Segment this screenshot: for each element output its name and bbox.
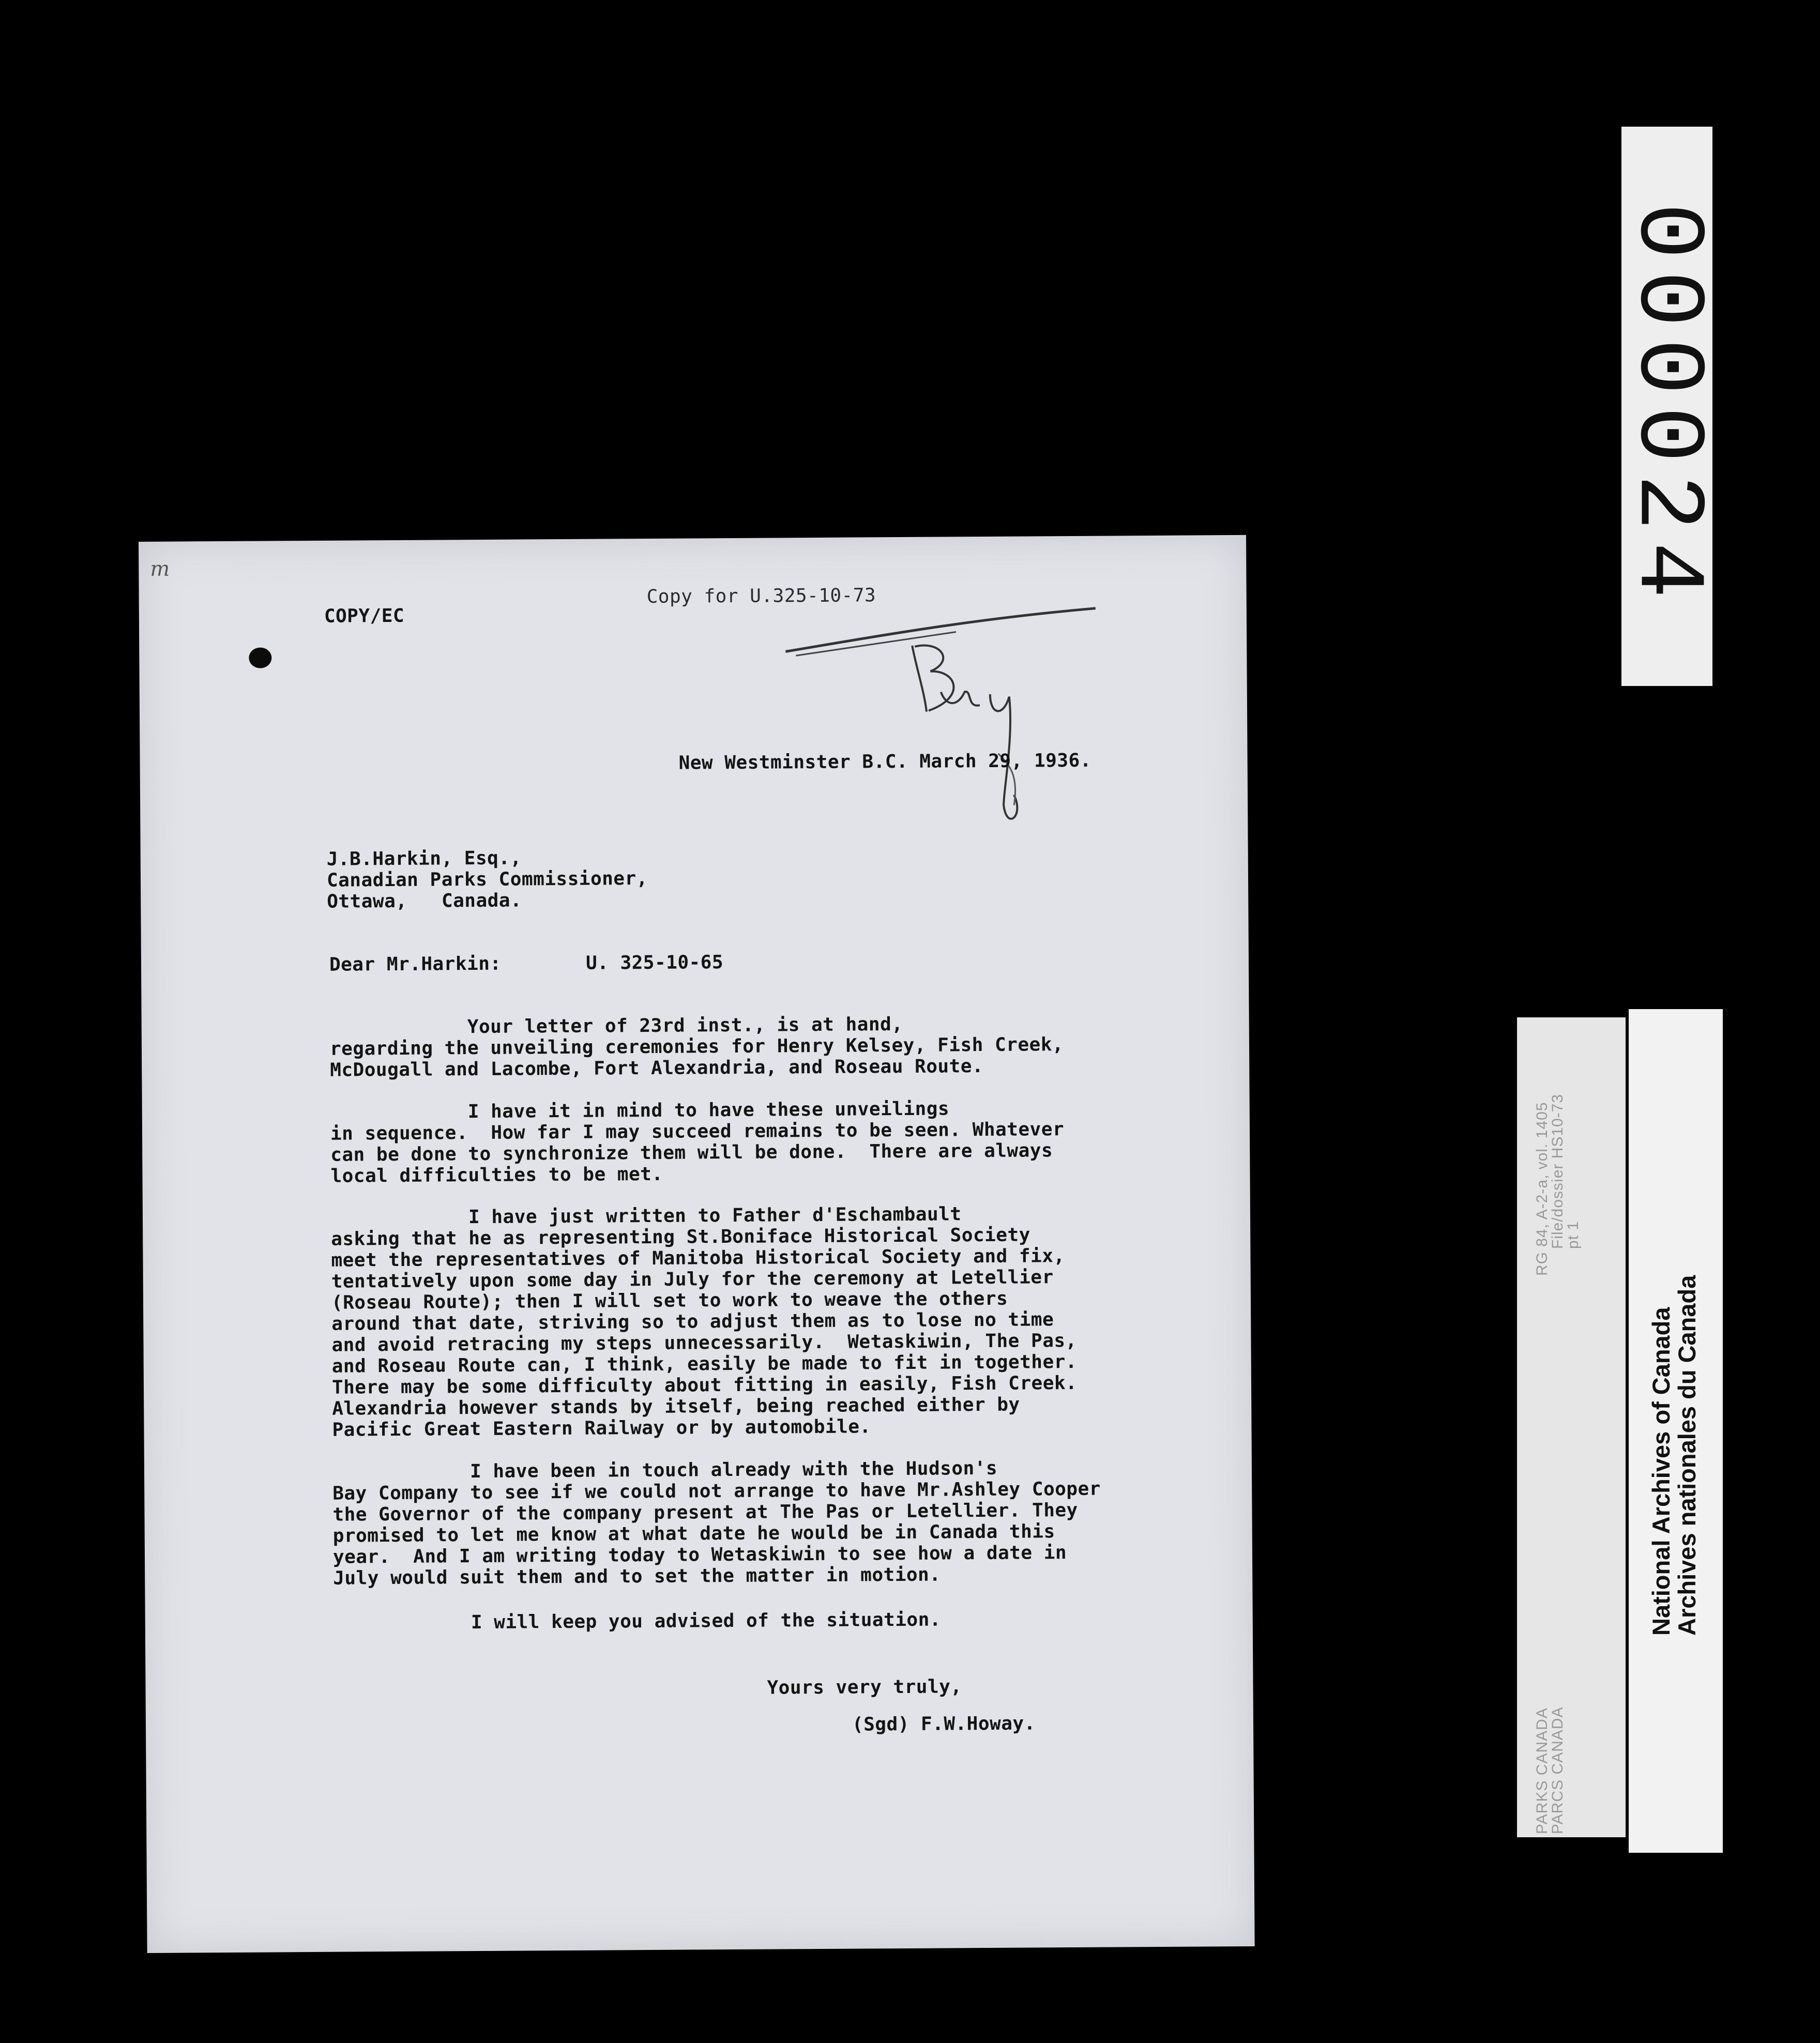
body-line: Alexandria however stands by itself, being reached either by [332, 1394, 1020, 1420]
body-line: the Governor of the company present at The Pas or Letellier. They [332, 1499, 1078, 1526]
agency-line: PARKS CANADA [1534, 1707, 1551, 1834]
addressee-line: Ottawa, Canada. [327, 890, 522, 912]
collection-label-archives [1629, 1009, 1723, 1853]
body-line: Pacific Great Eastern Railway or by automobile. [332, 1416, 871, 1441]
body-line: and Roseau Route can, I think, easily be made to fit in together. [331, 1351, 1078, 1377]
body-line: local difficulties to be met. [330, 1163, 663, 1187]
body-line: and avoid retracing my steps unnecessarily. Wetaskiwin, The Pas, [331, 1330, 1077, 1356]
dateline: New Westminster B.C. March 29, 1936. [678, 750, 1092, 774]
copy-mark: COPY/EC [324, 605, 405, 627]
file-reference-line: File/dossier HS10-73 [1549, 1093, 1566, 1249]
archives-name-french: Archives nationales du Canada [1673, 1275, 1701, 1636]
body-line: asking that he as representing St.Boniface Historical Society [331, 1224, 1030, 1250]
archives-name-english: National Archives of Canada [1647, 1307, 1675, 1636]
body-line: July would suit them and to set the matter in motion. [333, 1564, 941, 1589]
handwritten-annotation [785, 588, 1108, 828]
body-line: (Roseau Route); then I will set to work to weave the others [331, 1288, 1008, 1314]
reference-number: U. 325-10-65 [585, 952, 724, 974]
agency-line: PARCS CANADA [1549, 1706, 1566, 1834]
body-line: year. And I am writing today to Wetaskiwin to see how a date in [332, 1542, 1067, 1568]
frame-number-strip [1613, 127, 1721, 686]
frame-number: 000024 [1613, 203, 1721, 610]
body-line: in sequence. How far I may succeed remains to be seen. Whatever [330, 1119, 1065, 1145]
addressee-line: Canadian Parks Commissioner, [326, 867, 648, 891]
closing: Yours very truly, [767, 1676, 962, 1699]
salutation: Dear Mr.Harkin: [329, 953, 502, 975]
body-line: I have been in touch already with the Hudson's [332, 1457, 998, 1483]
punch-hole [249, 647, 271, 668]
body-line: can be done to synchronize them will be done. There are always [330, 1140, 1053, 1166]
body-line: Your letter of 23rd inst., is at hand, [329, 1013, 903, 1039]
file-note: Copy for U.325-10-73 [646, 585, 876, 607]
body-line: I have just written to Father d'Eschambault [330, 1203, 962, 1229]
corner-pencil-note: m [150, 557, 170, 581]
body-line: I will keep you advised of the situation. [333, 1609, 942, 1634]
body-line: I have it in mind to have these unveilings [330, 1098, 950, 1123]
letter-sheet [139, 535, 1255, 1953]
file-reference-line: pt 1 [1565, 1221, 1582, 1249]
body-line: meet the representatives of Manitoba Historical Society and fix, [331, 1245, 1065, 1271]
signature: (Sgd) F.W.Howay. [852, 1713, 1036, 1735]
body-line: promised to let me know at what date he would be in Canada this [332, 1521, 1055, 1547]
body-line: around that date, striving so to adjust them as to lose no time [331, 1309, 1054, 1335]
body-line: There may be some difficulty about fitting in easily, Fish Creek. [331, 1372, 1078, 1398]
body-line: Bay Company to see if we could not arrange to have Mr.Ashley Cooper [332, 1478, 1101, 1504]
body-line: tentatively upon some day in July for the ceremony at Letellier [331, 1267, 1054, 1292]
file-reference-line: RG 84, A-2-a, vol. 1405 [1534, 1102, 1551, 1276]
body-line: regarding the unveiling ceremonies for Henry Kelsey, Fish Creek, [329, 1034, 1064, 1060]
collection-label-reference [1517, 1017, 1626, 1837]
body-line: McDougall and Lacombe, Fort Alexandria, and Roseau Route. [330, 1056, 984, 1081]
addressee-line: J.B.Harkin, Esq., [326, 847, 522, 870]
